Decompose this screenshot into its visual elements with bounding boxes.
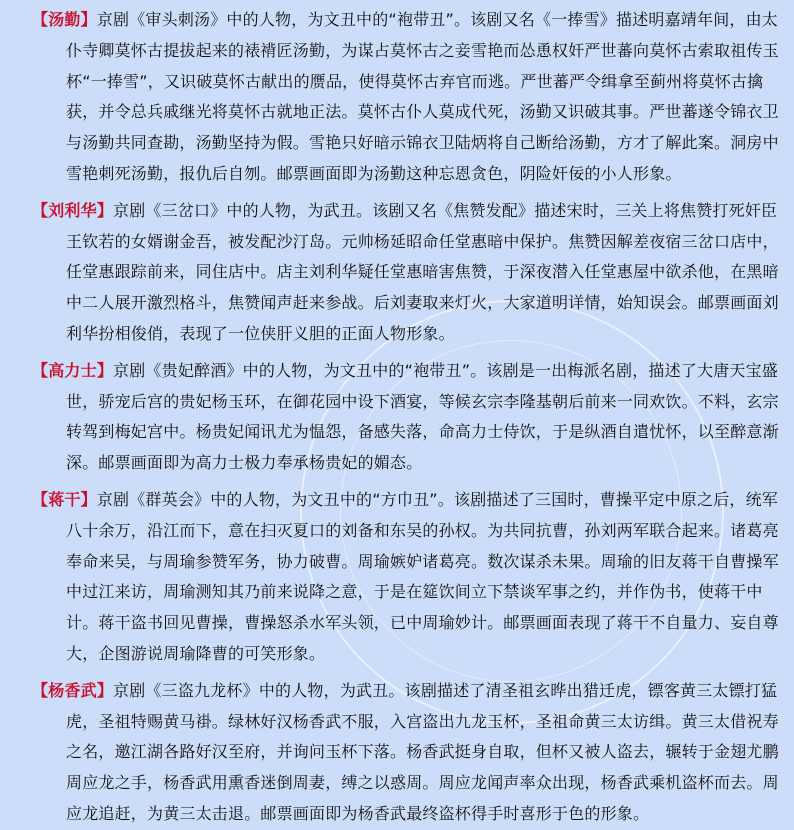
entry-term: 刘利华 [48, 200, 97, 220]
entry-yang-xiangwu [32, 676, 784, 830]
entry-term: 杨香武 [48, 680, 97, 700]
entry-text: 京剧《审头刺汤》中的人物，为文丑中的“袍带丑”。该剧又名《一捧雪》描述明嘉靖年间，由太仆寺卿莫怀古提拔起来的裱褙匠汤勤，为谋占莫怀古之妾雪艳而怂恿权奸严世蕃向莫怀古索取祖传玉杯“一捧雪”，又识破莫怀古献出的赝品，使得莫怀古弃官而逃。严世蕃严令缉拿至蓟州将莫怀古擒获，并令总兵戚继光将莫怀古就地正法。莫怀古仆人莫成代死，汤勤又识破其事。严世蕃遂令锦衣卫与汤勤共同查勘，汤勤坚持为假。雪艳只好暗示锦衣卫陆炳将自己断给汤勤，方才了解此案。洞房中雪艳刺死汤勤，报仇后自刎。邮票画面即为汤勤这种忘恩贪色，阴险奸佞的小人形象。 [66, 10, 779, 183]
bracket-open: 【 [32, 360, 49, 380]
bracket-close: 】 [80, 10, 97, 29]
entry-text: 京剧《贵妃醉酒》中的人物，为文丑中的“袍带丑”。该剧是一出梅派名剧，描述了大唐天宝盛世，骄宠后宫的贵妃杨玉环，在御花园中设下酒宴，等候玄宗李隆基朝后前来一同欢饮。不料，玄宗转驾到梅妃宫中。杨贵妃闻讯尤为愠怨，备感失落，命高力士侍饮，于是纵酒自遣忧怀，以至醉意渐深。邮票画面即为高力士极力奉承杨贵妃的媚态。 [66, 360, 779, 473]
bracket-open: 【 [32, 200, 49, 220]
bracket-close: 】 [80, 489, 97, 509]
bracket-open: 【 [32, 489, 49, 509]
bracket-close: 】 [96, 360, 114, 380]
entry-text: 京剧《三岔口》中的人物，为武丑。该剧又名《焦赞发配》描述宋时，三关上将焦赞打死奸臣王钦若的女婿谢金吾，被发配沙汀岛。元帅杨延昭命任堂惠暗中保护。焦赞因解差夜宿三岔口店中，任堂惠跟踪前来，同住店中。店主刘利华疑任堂惠暗害焦赞，于深夜潜入任堂惠屋中欲杀他，在黑暗中二人展开激烈格斗，焦赞闻声赶来参战。后刘妻取来灯火，大家道明详情，始知误会。邮票画面刘利华扮相俊俏，表现了一位侠肝义胆的正面人物形象。 [66, 200, 779, 343]
entry-tang-qin [32, 5, 784, 190]
entry-term: 汤勤 [48, 10, 81, 29]
entry-jiang-gan [32, 485, 784, 670]
bracket-open: 【 [32, 10, 49, 29]
bracket-open: 【 [32, 680, 49, 700]
entry-gao-lishi [32, 356, 784, 479]
entry-term: 蒋干 [48, 489, 81, 509]
entry-term: 高力士 [48, 360, 97, 380]
entry-text: 京剧《三盗九龙杯》中的人物，为武丑。该剧描述了清圣祖玄晔出猎迁虎，镖客黄三太镖打猛虎，圣祖特赐黄马褂。绿林好汉杨香武不服，入宫盗出九龙玉杯，圣祖命黄三太访缉。黄三太借祝寿之名，邀江湖各路好汉至府，并询问玉杯下落。杨香武挺身自取，但杯又被人盗去，辗转于金翅尤鹏周应龙之手，杨香武用熏香迷倒周妻，缚之以惑周。周应龙闻声率众出现，杨香武乘机盗杯而去。周应龙追赶，为黄三太击退。邮票画面即为杨香武最终盗杯得手时喜形于色的形象。 [66, 680, 779, 823]
bracket-close: 】 [96, 680, 114, 700]
entry-text: 京剧《群英会》中的人物，为文丑中的“方巾丑”。该剧描述了三国时，曹操平定中原之后，统军八十余万，沿江而下，意在扫灭夏口的刘备和东吴的孙权。为共同抗曹，孙刘两军联合起来。诸葛亮奉命来吴，与周瑜参赞军务，协力破曹。周瑜嫉妒诸葛亮。数次谋杀未果。周瑜的旧友蒋干自曹操军中过江来访，周瑜测知其乃前来说降之意，于是在筵饮间立下禁谈军事之约，并作伪书，使蒋干中计。蒋干盗书回见曹操，曹操怒杀水军头领，已中周瑜妙计。邮票画面表现了蒋干不自量力、妄自尊大，企图游说周瑜降曹的可笑形象。 [66, 489, 779, 663]
entry-liu-lihua [32, 196, 784, 350]
bracket-close: 】 [96, 200, 114, 220]
